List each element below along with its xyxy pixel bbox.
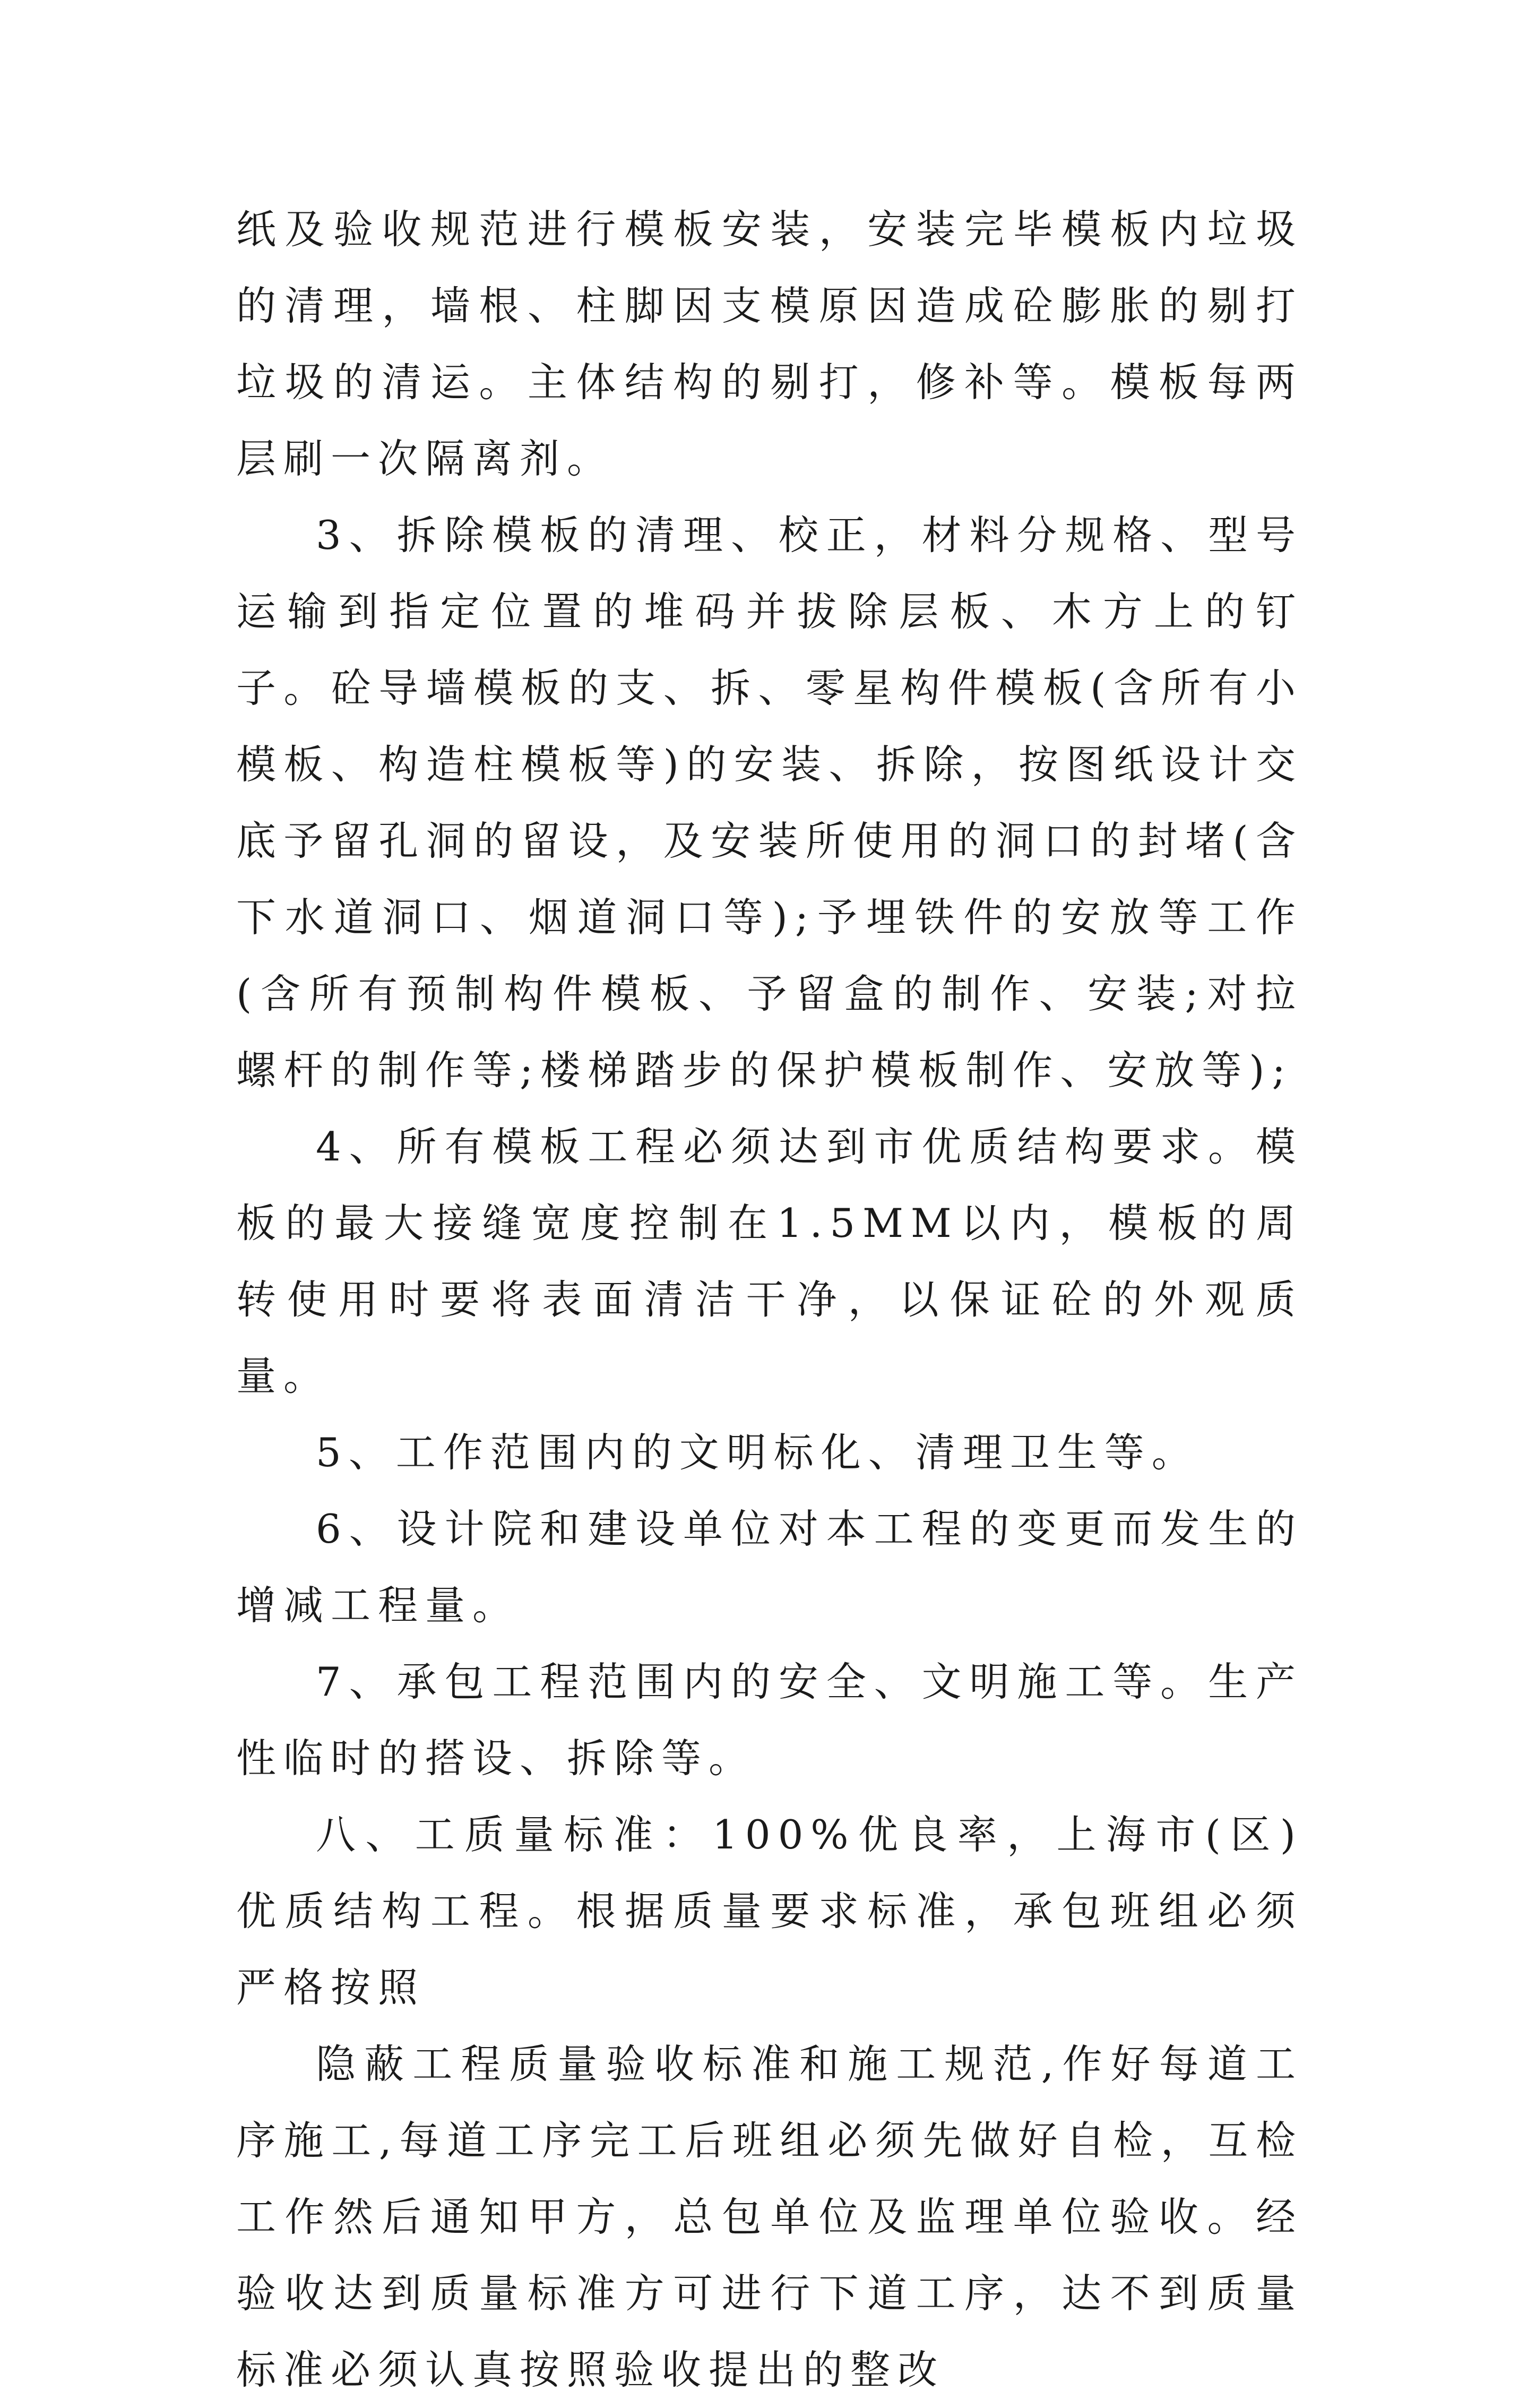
document-body xyxy=(236,191,1303,2408)
paragraph-item-4: 4、所有模板工程必须达到市优质结构要求。模板的最大接缝宽度控制在1.5MM以内，模板的周转使用时要将表面清洁干净，以保证砼的外观质量。 xyxy=(236,1123,1303,1399)
paragraph-item-3: 3、拆除模板的清理、校正，材料分规格、型号运输到指定位置的堆码并拔除层板、木方上的钉子。砼导墙模板的支、拆、零星构件模板(含所有小模板、构造柱模板等)的安装、拆除，按图纸设计交底予留孔洞的留设，及安装所使用的洞口的封堵(含下水道洞口、烟道洞口等);予埋铁件的安放等工作(含所有预制构件模板、予留盒的制作、安装;对拉螺杆的制作等;楼梯踏步的保护模板制作、安放等); xyxy=(236,512,1303,1094)
paragraph-quality-acceptance: 隐蔽工程质量验收标准和施工规范,作好每道工序施工,每道工序完工后班组必须先做好自检，互检工作然后通知甲方，总包单位及监理单位验收。经验收达到质量标准方可进行下道工序，达不到质量标准必须认真按照验收提出的整改 xyxy=(236,2041,1303,2393)
paragraph-item-6: 6、设计院和建设单位对本工程的变更而发生的增减工程量。 xyxy=(236,1506,1303,1629)
paragraph-item-5: 5、工作范围内的文明标化、清理卫生等。 xyxy=(316,1429,1199,1476)
paragraph-continued: 纸及验收规范进行模板安装，安装完毕模板内垃圾的清理，墙根、柱脚因支模原因造成砼膨胀的剔打垃圾的清运。主体结构的剔打，修补等。模板每两层刷一次隔离剂。 xyxy=(236,206,1303,482)
paragraph-item-7: 7、承包工程范围内的安全、文明施工等。生产性临时的搭设、拆除等。 xyxy=(236,1658,1303,1782)
paragraph-section-8: 八、工质量标准：100%优良率，上海市(区)优质结构工程。根据质量要求标准，承包班组必须严格按照 xyxy=(236,1811,1303,2011)
